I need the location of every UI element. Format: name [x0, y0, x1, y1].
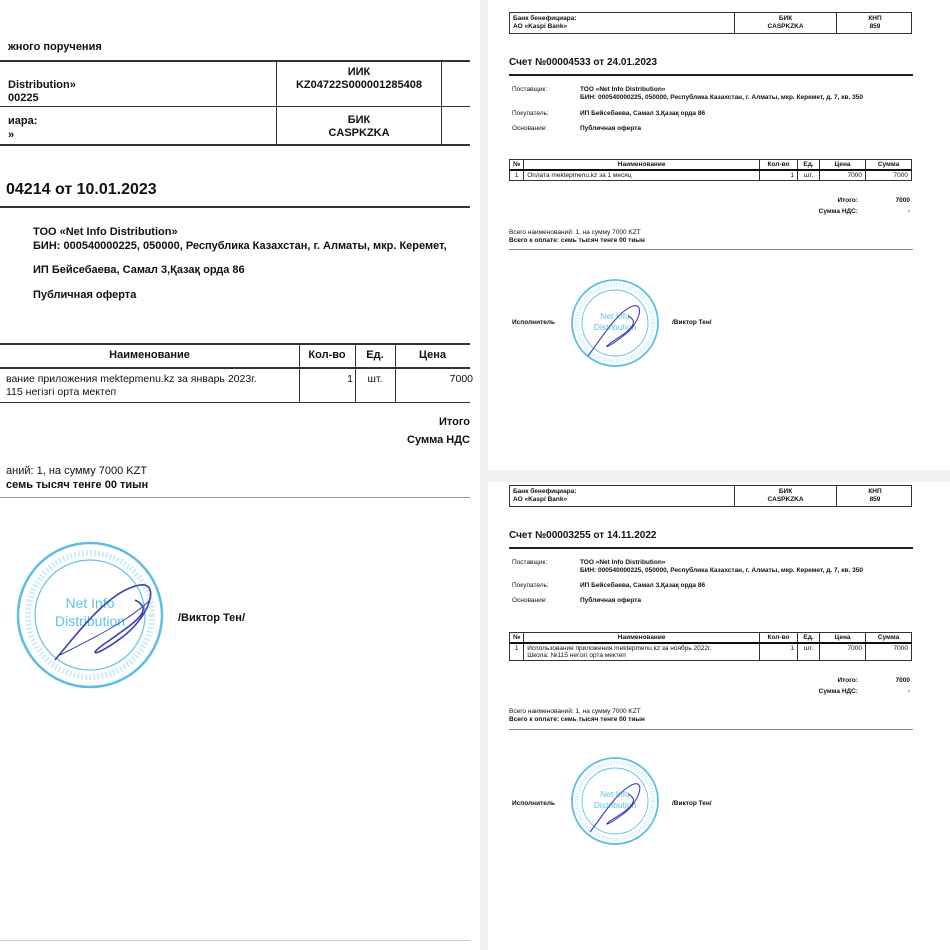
buyer-value: ИП Бейсебаева, Самал 3,Қазақ орда 86 [580, 110, 706, 117]
knp-value: 859 [869, 23, 881, 30]
signer-name: /Виктор Тен/ [672, 800, 712, 807]
supplier-line1: ТОО «Net Info Distribution» [33, 226, 178, 238]
vat-value: - [907, 688, 910, 695]
supplier-line1: ТОО «Net Info Distribution» [580, 559, 666, 566]
col-n: № [510, 160, 524, 171]
col-unit: Ед. [366, 349, 384, 361]
bik-label: БИК [347, 114, 371, 126]
signature-scribble [40, 560, 170, 680]
items-table [509, 159, 912, 181]
knp-label: КНП [868, 15, 882, 22]
words-line: семь тысяч тенге 00 тиын [6, 479, 149, 491]
stamp-text-1: Net Info [600, 789, 630, 799]
count-line: Всего наименований: 1, на сумму 7000 KZT [509, 229, 641, 236]
col-qty: Кол-во [308, 349, 346, 361]
row-name-line1: вание приложения mektepmenu.kz за январь 2023г. [6, 373, 257, 385]
bank-label: Банк бенефициара: [513, 15, 577, 22]
total-label: Итого [438, 416, 470, 428]
supplier-line1: ТОО «Net Info Distribution» [580, 86, 666, 93]
basis-value: Публичная оферта [580, 125, 642, 132]
col-sum: Сумма [866, 160, 912, 171]
vat-label: Сумма НДС [407, 434, 470, 446]
col-unit: Ед. [798, 160, 820, 171]
count-line: аний: 1, на сумму 7000 KZT [6, 465, 148, 477]
row-name-line2: 115 негізгі орта мектеп [6, 386, 117, 398]
col-unit: Ед. [798, 633, 820, 644]
knp-label: КНП [868, 488, 882, 495]
bik-value: CASPKZKA [767, 23, 804, 30]
iik-value: KZ04722S000001285408 [295, 79, 422, 91]
executor-label: Исполнитель [512, 800, 555, 807]
total-label: Итого: [837, 677, 858, 684]
bik-label: БИК [778, 488, 793, 495]
supplier-line2: БИН: 000540000225, 050000, Республика Казахстан, г. Алматы, мкр. Керемет, д. 7, кв. 350 [580, 94, 863, 101]
basis-label: Основание: [512, 597, 548, 604]
col-name: Наименование [524, 160, 760, 171]
table-row: 1 Оплата mektepmenu.kz за 1 месяц 1 шт. 7000 7000 [510, 170, 912, 181]
stamp-text-2: Distribution [54, 613, 126, 629]
supplier-name-fragment: Distribution» [8, 79, 76, 91]
vat-label: Сумма НДС: [818, 208, 858, 215]
stamp-text-1: Net Info [65, 595, 115, 611]
bank-requisites [509, 12, 912, 34]
total-value: 7000 [895, 677, 910, 684]
signer-name: /Виктор Тен/ [672, 319, 712, 326]
payment-order-header: жного поручения [8, 41, 102, 53]
items-table [509, 632, 912, 661]
bank-name: АО «Kaspi Bank» [513, 496, 568, 503]
row-unit: шт. [367, 373, 383, 385]
bik-value: CASPKZKA [767, 496, 804, 503]
invoice-title: Счет №00003255 от 14.11.2022 [509, 530, 657, 541]
basis: Публичная оферта [33, 289, 137, 301]
basis-label: Основание: [512, 125, 548, 132]
col-price: Цена [820, 160, 866, 171]
signer-name: /Виктор Тен/ [178, 612, 245, 624]
buyer: ИП Бейсебаева, Самал 3,Қазақ орда 86 [33, 264, 245, 276]
col-price: Цена [820, 633, 866, 644]
col-n: № [510, 633, 524, 644]
col-qty: Кол-во [760, 633, 798, 644]
supplier-code-fragment: 00225 [8, 92, 39, 104]
invoice-title: 04214 от 10.01.2023 [6, 181, 157, 198]
total-value: 7000 [895, 197, 910, 204]
bank-label-fragment: иара: [8, 115, 38, 127]
table-row: 1 Использование приложения mektepmenu.kz за ноябрь 2022г. Школа: №115 негізгі орта мектеп 1 шт. 7000 7000 [510, 643, 912, 661]
basis-value: Публичная оферта [580, 597, 642, 604]
invoice-title: Счет №00004533 от 24.01.2023 [509, 57, 658, 68]
supplier-line2: БИН: 000540000225, 050000, Республика Казахстан, г. Алматы, мкр. Керемет, [33, 240, 447, 252]
buyer-label: Покупатель: [512, 582, 549, 589]
col-qty: Кол-во [760, 160, 798, 171]
supplier-label: Поставщик: [512, 559, 548, 566]
buyer-label: Покупатель: [512, 110, 549, 117]
company-stamp [568, 754, 663, 849]
row-qty: 1 [347, 373, 353, 385]
iik-label: ИИК [347, 66, 371, 78]
invoice-4533 [488, 0, 950, 470]
bank-name: АО «Kaspi Bank» [513, 23, 568, 30]
count-line: Всего наименований: 1, на сумму 7000 KZT [509, 708, 641, 715]
bank-requisites [509, 485, 912, 507]
executor-label: Исполнитель [512, 319, 555, 326]
bank-value-fragment: » [8, 129, 15, 141]
vat-value: - [907, 208, 910, 215]
stamp-text-2: Distribution [593, 800, 637, 810]
words-line: Всего к оплате: семь тысяч тенге 00 тиын [509, 716, 645, 723]
col-name: Наименование [524, 633, 760, 644]
company-stamp [568, 276, 663, 371]
bik-value: CASPKZKA [328, 127, 390, 139]
knp-value: 859 [869, 496, 881, 503]
stamp-text-2: Distribution [593, 322, 637, 332]
vat-label: Сумма НДС: [818, 688, 858, 695]
supplier-label: Поставщик: [512, 86, 548, 93]
bank-label: Банк бенефициара: [513, 488, 577, 495]
col-name: Наименование [109, 349, 190, 361]
col-price: Цена [418, 349, 447, 361]
buyer-value: ИП Бейсебаева, Самал 3,Қазақ орда 86 [580, 582, 706, 589]
col-sum: Сумма [866, 633, 912, 644]
stamp-text-1: Net Info [600, 311, 630, 321]
bik-label: БИК [778, 15, 793, 22]
invoice-3255 [488, 482, 950, 950]
total-label: Итого: [837, 197, 858, 204]
supplier-line2: БИН: 000540000225, 050000, Республика Казахстан, г. Алматы, мкр. Керемет, д. 7, кв. 350 [580, 567, 863, 574]
row-price: 7000 [449, 373, 473, 385]
words-line: Всего к оплате: семь тысяч тенге 00 тиын [509, 237, 645, 244]
